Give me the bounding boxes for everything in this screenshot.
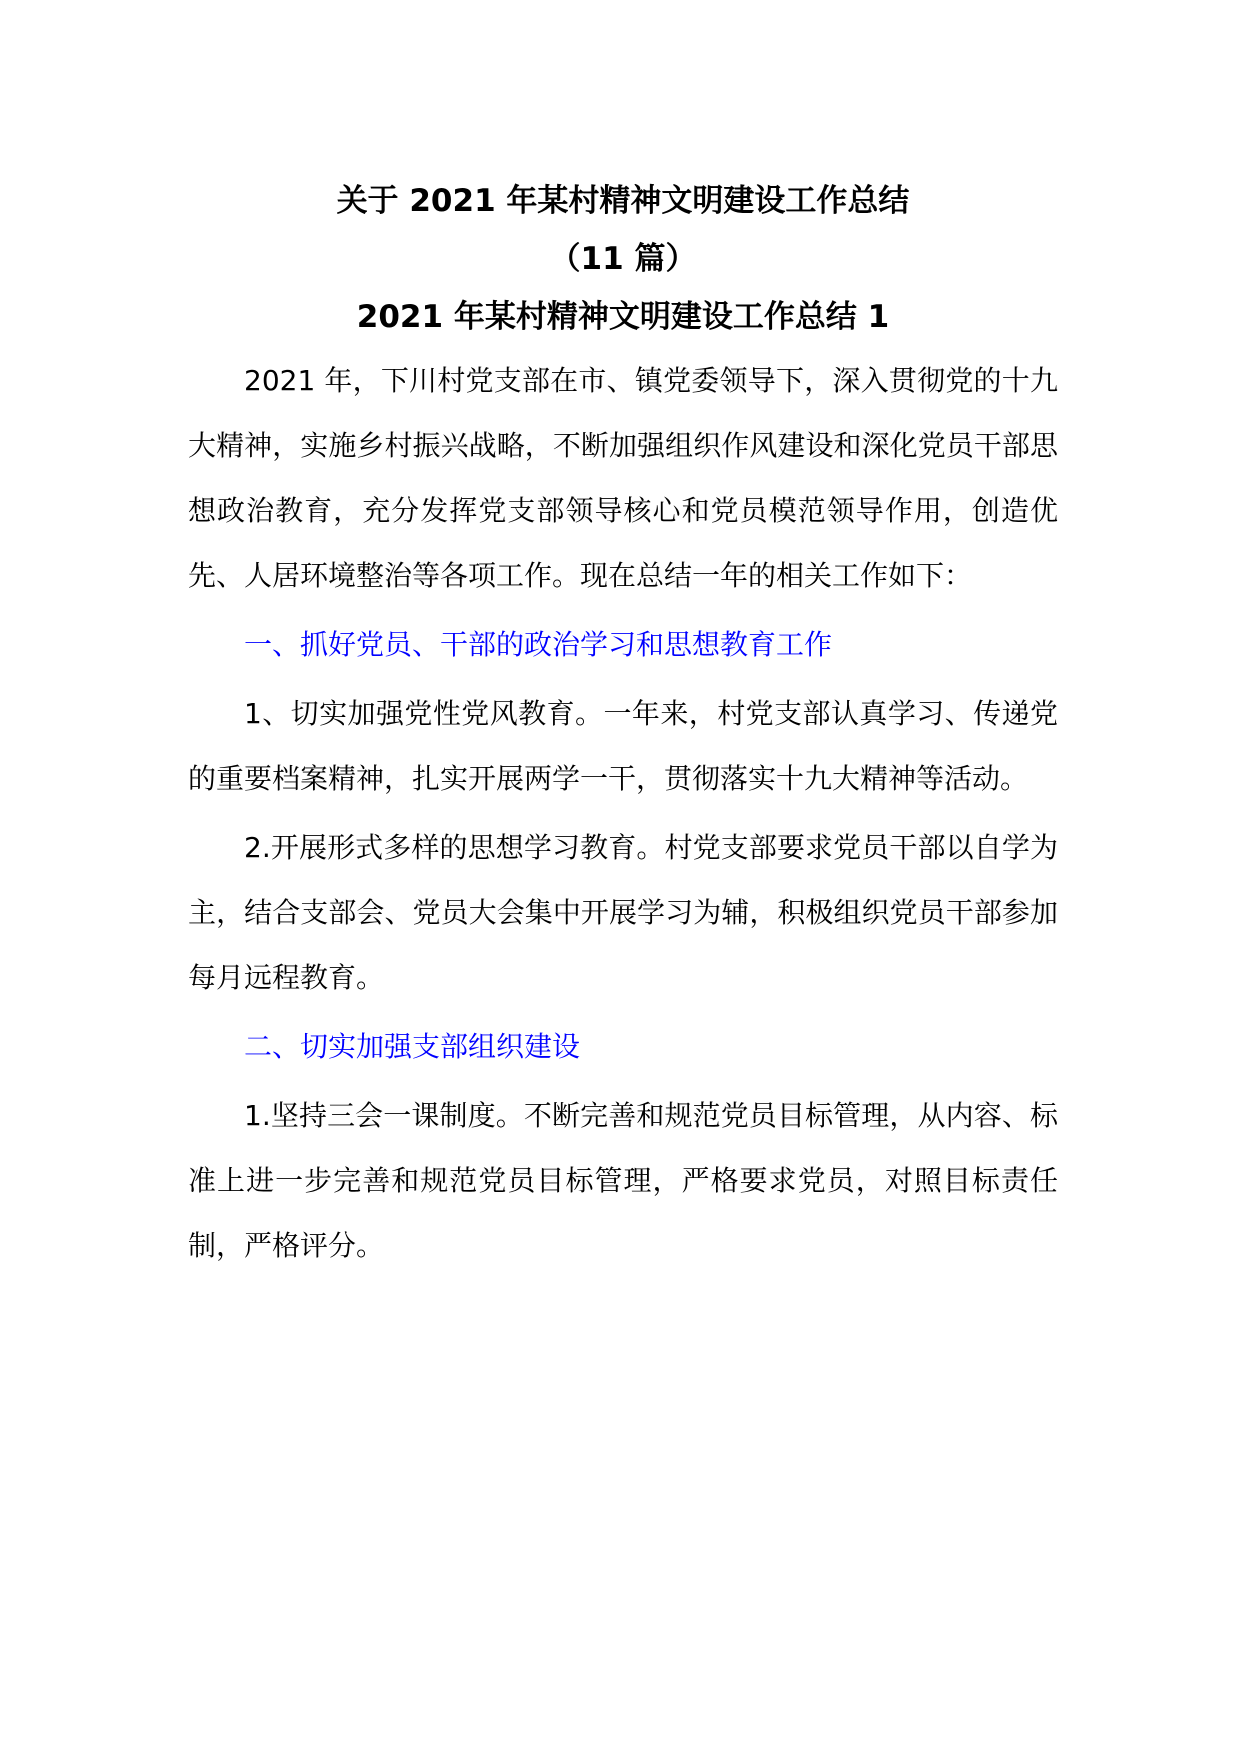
section-2-item-1: 1.坚持三会一课制度。不断完善和规范党员目标管理，从内容、标准上进一步完善和规范党员目标管理，严格要求党员，对照目标责任制，严格评分。 (188, 1099, 1058, 1262)
document-title-line-2: （11 篇） (549, 241, 697, 277)
document-title-line-1: 关于 2021 年某村精神文明建设工作总结 (336, 183, 910, 219)
section-1-heading: 一、抓好党员、干部的政治学习和思想教育工作 (244, 628, 833, 661)
intro-paragraph: 2021 年，下川村党支部在市、镇党委领导下，深入贯彻党的十九大精神，实施乡村振兴战略，不断加强组织作风建设和深化党员干部思想政治教育，充分发挥党支部领导核心和党员模范领导作用，创造优先、人居环境整治等各项工作。现在总结一年的相关工作如下： (188, 364, 1058, 592)
document-subtitle: 2021 年某村精神文明建设工作总结 1 (356, 299, 890, 335)
document-body (188, 172, 1058, 1282)
section-1-item-2: 2.开展形式多样的思想学习教育。村党支部要求党员干部以自学为主，结合支部会、党员大会集中开展学习为辅，积极组织党员干部参加每月远程教育。 (188, 831, 1058, 994)
section-2-heading: 二、切实加强支部组织建设 (244, 1030, 581, 1063)
section-1-item-1: 1、切实加强党性党风教育。一年来，村党支部认真学习、传递党的重要档案精神，扎实开展两学一干，贯彻落实十九大精神等活动。 (188, 697, 1058, 795)
